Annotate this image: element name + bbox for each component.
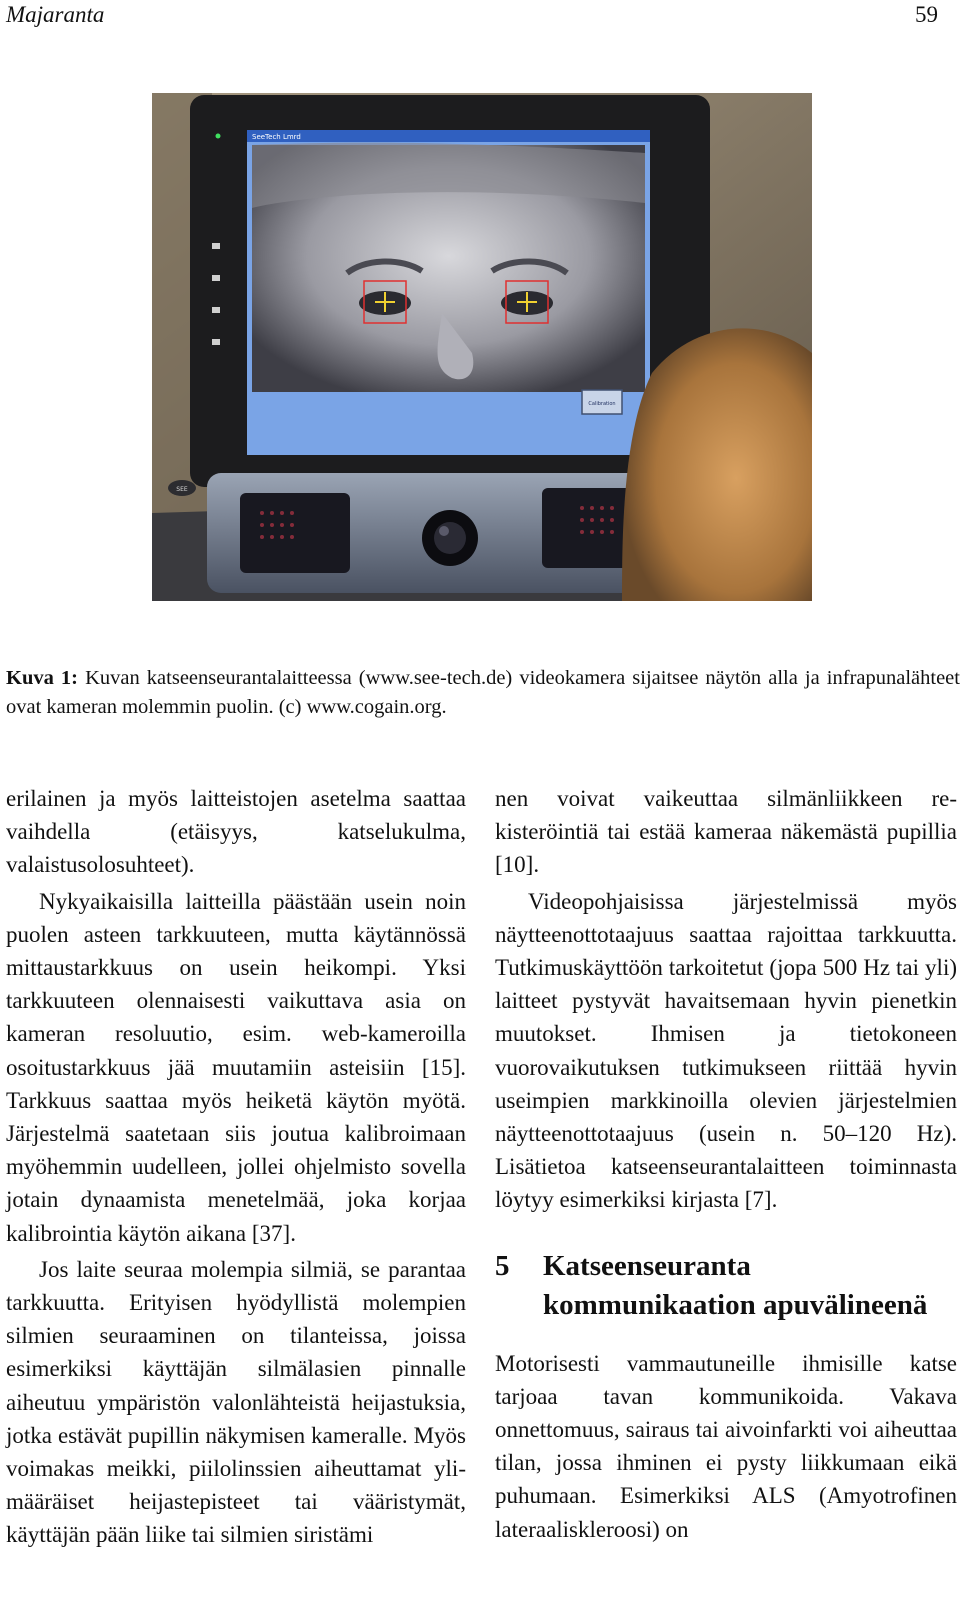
paragraph: nen voivat vaikeuttaa silmänliikkeen rekisteröintiä tai estää kameraa näkemästä pupillia [10]. <box>495 786 957 878</box>
page-number: 59 <box>915 2 938 27</box>
svg-text:Calibration: Calibration <box>588 401 616 407</box>
section-title: Katseenseuranta kommunikaation apuvälineenä <box>543 1249 928 1321</box>
caption-text: Kuvan katseenseurantalaitteessa (www.see-tech.de) videokamera sijaitsee näytön alla ja infrapunalähteet ovat kameran molemmin puolin. (c) www.cogain.org. <box>6 667 960 718</box>
paragraph: Videopohjaisissa järjestelmissä myös näytteenottotaajuus saattaa rajoittaa tarkkuutta. Tutkimuskäyttöön tarkoitetut (jopa 500 Hz tai yli) laitteet pystyvät havaitsemaan hyvin pienetkin muutokset. Ihmisen ja tietokoneen vuorovaikutuksen tutkimukseen riittää hyvin useimpien markkinoilla olevien järjestelmien näytteenottotaajuus (usein n. 50–120 Hz). Lisätietoa katseenseurantalaitteen toiminnasta löytyy esimerkiksi kirjasta [7]. <box>495 888 957 1213</box>
svg-text:SEE: SEE <box>176 486 188 493</box>
paragraph: erilainen ja myös laitteistojen asetelma saattaa vaihdella (etäisyys, katselukulma, valaistusolosuhteet). <box>6 786 466 878</box>
figure-caption <box>6 664 960 722</box>
caption-label: Kuva 1: <box>6 667 78 689</box>
running-header-author: Majaranta <box>6 2 105 27</box>
section-heading <box>495 1247 957 1325</box>
right-column <box>495 782 957 1546</box>
left-column <box>6 782 466 1552</box>
screen-title: SeeTech Lmrd <box>252 133 301 141</box>
section-number: 5 <box>495 1249 510 1282</box>
paragraph: Jos laite seuraa molempia silmiä, se parantaa tarkkuutta. Erityisen hyödyllistä molempien silmien seuraaminen on tilanteissa, joissa esimerkiksi käyttäjän silmälasien pinnalle aiheutuu ympäristön valonlähteistä heijastuksia, jotka estävät pupillin näkymisen kameralle. Myös voimakas meikki, piilolinssien aiheuttamat ylimääräiset heijastepisteet tai vääristymät, käyttäjän pään liike tai silmien siristämi <box>6 1256 466 1548</box>
paragraph: Motorisesti vammautuneille ihmisille katse tarjoaa tavan kommunikoida. Vakava onnettomuus, sairaus tai aivoinfarkti voi aiheuttaa tilan, jossa ihminen ei pysty liikkumaan eikä puhumaan. Esimerkiksi ALS (Amyotrofinen lateraaliskleroosi) on <box>495 1350 957 1542</box>
infrared-source-left <box>240 493 350 573</box>
eye-tracker-photo <box>152 93 812 601</box>
paragraph: Nykyaikaisilla laitteilla päästään usein noin puolen asteen tarkkuuteen, mutta käytännössä mittaustarkkuus on usein heikompi. Yksi tarkkuuteen olennaisesti vaikuttava asia on kameran resoluutio, esim. web-kameroilla osoitustarkkuus jää muutamiin asteisiin [15]. Tarkkuus saattaa myös heiketä käytön myötä. Järjestelmä saatetaan siis joutua kalibroimaan myöhemmin uudelleen, jollei ohjelmisto sovella jotain dynaamista menetelmää, joka korjaa kalibrointia käytön aikana [37]. <box>6 888 466 1246</box>
